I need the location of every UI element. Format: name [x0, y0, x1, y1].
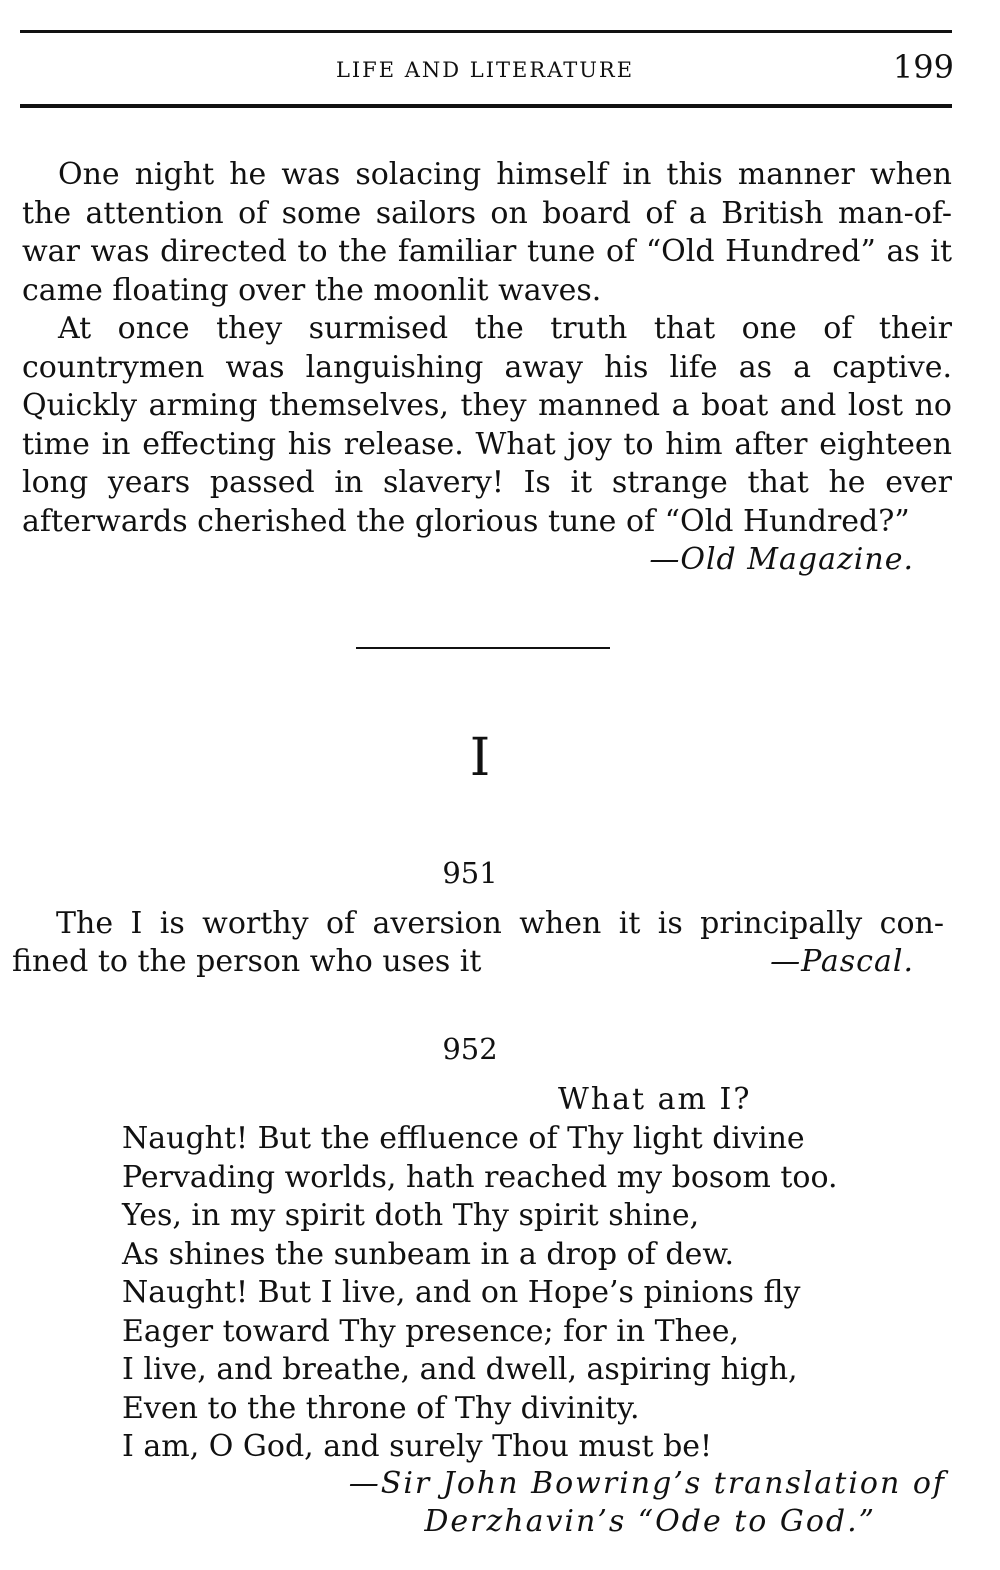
header-top-rule [20, 30, 952, 33]
poem-line: Naught! But I live, and on Hope’s pinions fly [122, 1275, 801, 1310]
story-attribution: —Old Magazine. [649, 542, 914, 577]
paragraph-text: At once they surmised the truth that one of their countrymen was languishing away his life as a captive. Quickly arming themselves, they manned a boat and lost no time in effecting his release. What joy to him after eighteen long years passed in slavery! Is it strange that he ever afterwards cherished the glorious tune of “Old Hundred?” [22, 311, 952, 539]
quote-951-attribution: —Pascal. [770, 944, 914, 979]
poem-line: Naught! But the effluence of Thy light divine [122, 1121, 805, 1156]
poem-line: Even to the throne of Thy divinity. [122, 1390, 640, 1426]
entry-number-951: 951 [442, 856, 498, 890]
poem [122, 1120, 838, 1467]
section-heading: I [469, 728, 491, 788]
story-paragraph-1 [22, 156, 952, 310]
poem-lead-line: What am I? [558, 1082, 752, 1117]
story-paragraph-2 [22, 310, 952, 541]
header-bottom-rule [20, 104, 952, 108]
poem-attribution-line-1: —Sir John Bowring’s translation of [348, 1466, 946, 1501]
poem-line: Pervading worlds, hath reached my bosom too. [122, 1159, 838, 1195]
quote-951-line-1: The I is worthy of aversion when it is principally con- [56, 906, 944, 941]
poem-line: I am, O God, and surely Thou must be! [122, 1429, 713, 1464]
poem-line: Eager toward Thy presence; for in Thee, [122, 1313, 740, 1349]
entry-number-952: 952 [442, 1032, 498, 1066]
page-number: 199 [892, 48, 954, 86]
paragraph-text: One night he was solacing himself in this manner when the attention of some sailors on board of a British man-of-war was directed to the familiar tune of “Old Hundred” as it came floating over the moonlit waves. [22, 157, 952, 308]
section-divider [356, 647, 610, 649]
poem-line: As shines the sunbeam in a drop of dew. [122, 1236, 734, 1272]
poem-line: I live, and breathe, and dwell, aspiring high, [122, 1352, 798, 1387]
quote-951-line-2: fined to the person who uses it [12, 944, 482, 979]
poem-line: Yes, in my spirit doth Thy spirit shine, [122, 1198, 700, 1233]
poem-attribution-line-2: Derzhavin’s “Ode to God.” [424, 1504, 876, 1539]
running-head: LIFE AND LITERATURE [335, 58, 635, 82]
